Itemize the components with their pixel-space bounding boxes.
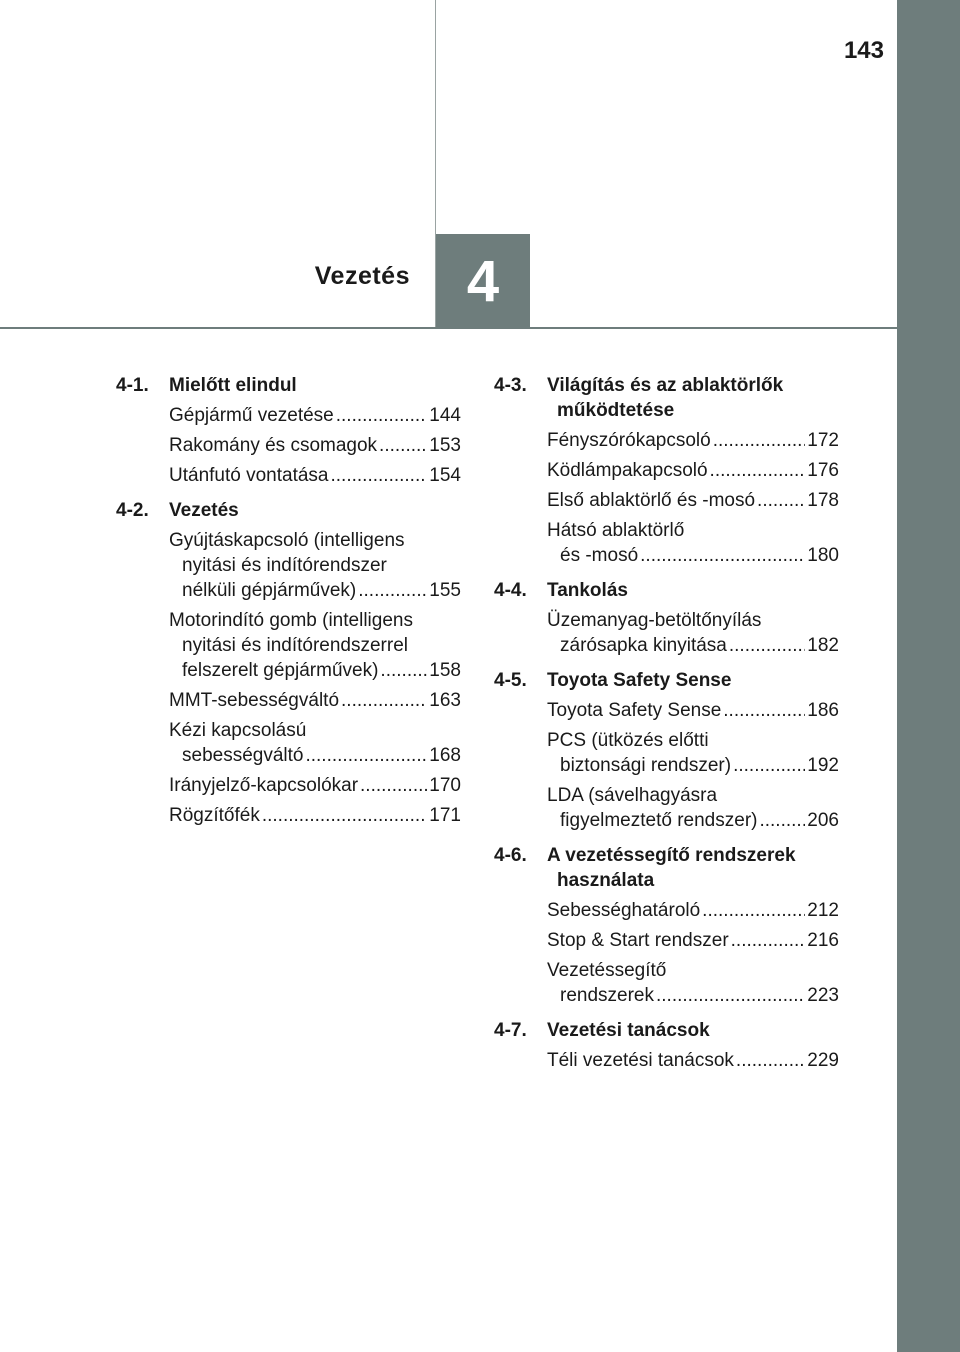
entry-text: Stop & Start rendszer [547,930,729,951]
entry-text: Kézi kapcsolású [169,720,307,741]
entry-page: 178 [807,490,839,511]
toc-section [116,373,461,488]
toc-entry[interactable] [169,803,461,828]
entry-text: rendszerek [560,985,654,1006]
leader-dots [380,658,427,683]
toc-entry[interactable] [169,688,461,713]
entry-page: 158 [429,660,461,681]
entry-page: 223 [807,985,839,1006]
chapter-side-tab [897,0,960,1352]
toc-section-heading[interactable] [494,668,839,693]
toc-section [494,578,839,658]
entry-page: 186 [807,700,839,721]
entry-text: nélküli gépjárművek) [182,580,357,601]
section-number: 4-4. [494,580,527,601]
entry-page: 168 [429,745,461,766]
toc-entry[interactable] [169,773,461,798]
entry-text: Üzemanyag-betöltőnyílás [547,610,762,631]
toc-entry[interactable] [547,608,839,658]
leader-dots [262,803,427,828]
entry-page: 182 [807,635,839,656]
page-number: 143 [843,37,884,64]
leader-dots [736,1048,805,1073]
entry-page: 176 [807,460,839,481]
entry-text: Gépjármű vezetése [169,405,334,426]
entry-text: biztonsági rendszer) [560,755,732,776]
entry-text: Fényszórókapcsoló [547,430,711,451]
section-title: Mielőtt elindul [169,375,297,396]
entry-page: 192 [807,755,839,776]
entry-page: 154 [429,465,461,486]
entry-text: Téli vezetési tanácsok [547,1050,734,1071]
section-number: 4-5. [494,670,527,691]
section-number: 4-7. [494,1020,527,1041]
toc-section [116,498,461,828]
entry-text: Rögzítőfék [169,805,260,826]
section-number: 4-6. [494,845,527,866]
leader-dots [336,403,428,428]
toc-entry[interactable] [547,488,839,513]
leader-dots [305,743,427,768]
leader-dots [723,698,805,723]
toc-section [494,373,839,568]
toc-right-column [494,373,839,1073]
entry-page: 206 [807,810,839,831]
section-title: működtetése [557,400,675,421]
entry-text: nyitási és indítórendszerrel [182,635,408,656]
entry-text: zárósapka kinyitása [560,635,727,656]
entry-page: 171 [429,805,461,826]
entry-text: nyitási és indítórendszer [182,555,387,576]
section-number: 4-1. [116,375,149,396]
entry-text: sebességváltó [182,745,304,766]
entry-page: 172 [807,430,839,451]
entry-page: 153 [429,435,461,456]
toc-entry[interactable] [547,518,839,568]
leader-dots [713,428,806,453]
leader-dots [759,808,805,833]
toc-entry[interactable] [169,718,461,768]
entry-text: Utánfutó vontatása [169,465,329,486]
toc-section [494,843,839,1008]
entry-text: Első ablaktörlő és -mosó [547,490,756,511]
entry-page: 180 [807,545,839,566]
toc-section-heading[interactable] [494,843,839,893]
entry-text: és -mosó [560,545,639,566]
entry-page: 155 [429,580,461,601]
toc-entry[interactable] [547,928,839,953]
section-number: 4-2. [116,500,149,521]
section-title: Toyota Safety Sense [547,670,732,691]
toc-entry[interactable] [169,463,461,488]
section-title: Vezetés [169,500,239,521]
toc-entry[interactable] [169,608,461,683]
leader-dots [640,543,805,568]
entry-text: Toyota Safety Sense [547,700,722,721]
leader-dots [341,688,427,713]
entry-text: LDA (sávelhagyásra [547,785,718,806]
entry-text: felszerelt gépjárművek) [182,660,379,681]
toc-section-heading[interactable] [116,498,461,523]
section-title: A vezetéssegítő rendszerek [547,845,796,866]
toc-entry[interactable] [547,1048,839,1073]
entry-page: 144 [429,405,461,426]
leader-dots [729,633,805,658]
section-number: 4-3. [494,375,527,396]
chapter-number: 4 [466,248,500,314]
entry-page: 229 [807,1050,839,1071]
leader-dots [331,463,428,488]
entry-text: Rakomány és csomagok [169,435,378,456]
section-title: használata [557,870,655,891]
toc-entry[interactable] [547,458,839,483]
entry-text: Ködlámpakapcsoló [547,460,708,481]
entry-text: MMT-sebességváltó [169,690,340,711]
entry-text: Hátsó ablaktörlő [547,520,685,541]
section-title: Tankolás [547,580,628,601]
toc-entry[interactable] [547,898,839,923]
entry-text: figyelmeztető rendszer) [560,810,758,831]
toc-entry[interactable] [547,958,839,1008]
entry-page: 163 [429,690,461,711]
leader-dots [379,433,427,458]
section-title-wrap [547,843,796,893]
toc-entry[interactable] [547,428,839,453]
leader-dots [710,458,806,483]
toc-section [494,668,839,833]
toc-section [494,1018,839,1073]
leader-dots [358,578,427,603]
entry-page: 216 [807,930,839,951]
toc-entry[interactable] [547,698,839,723]
toc-section-heading[interactable] [494,373,839,423]
leader-dots [731,928,806,953]
toc-entry[interactable] [547,783,839,833]
section-title: Világítás és az ablaktörlők [547,375,784,396]
section-title-wrap [547,373,783,423]
section-title: Vezetési tanácsok [547,1020,710,1041]
toc-entry[interactable] [169,403,461,428]
entry-text: Vezetéssegítő [547,960,667,981]
entry-text: Gyújtáskapcsoló (intelligens [169,530,405,551]
entry-text: Sebességhatároló [547,900,701,921]
toc-entry[interactable] [169,528,461,603]
entry-text: Irányjelző-kapcsolókar [169,775,359,796]
entry-text: PCS (ütközés előtti [547,730,709,751]
leader-dots [757,488,805,513]
leader-dots [702,898,805,923]
chapter-number-box [436,234,530,328]
chapter-title: Vezetés [314,262,410,290]
toc-section-heading[interactable] [494,1018,839,1043]
toc-section-heading[interactable] [494,578,839,603]
leader-dots [656,983,805,1008]
toc-section-heading[interactable] [116,373,461,398]
leader-dots [733,753,805,778]
toc-left-column [116,373,461,828]
toc-entry[interactable] [169,433,461,458]
entry-page: 212 [807,900,839,921]
entry-page: 170 [429,775,461,796]
entry-text: Motorindító gomb (intelligens [169,610,413,631]
leader-dots [360,773,427,798]
toc-entry[interactable] [547,728,839,778]
